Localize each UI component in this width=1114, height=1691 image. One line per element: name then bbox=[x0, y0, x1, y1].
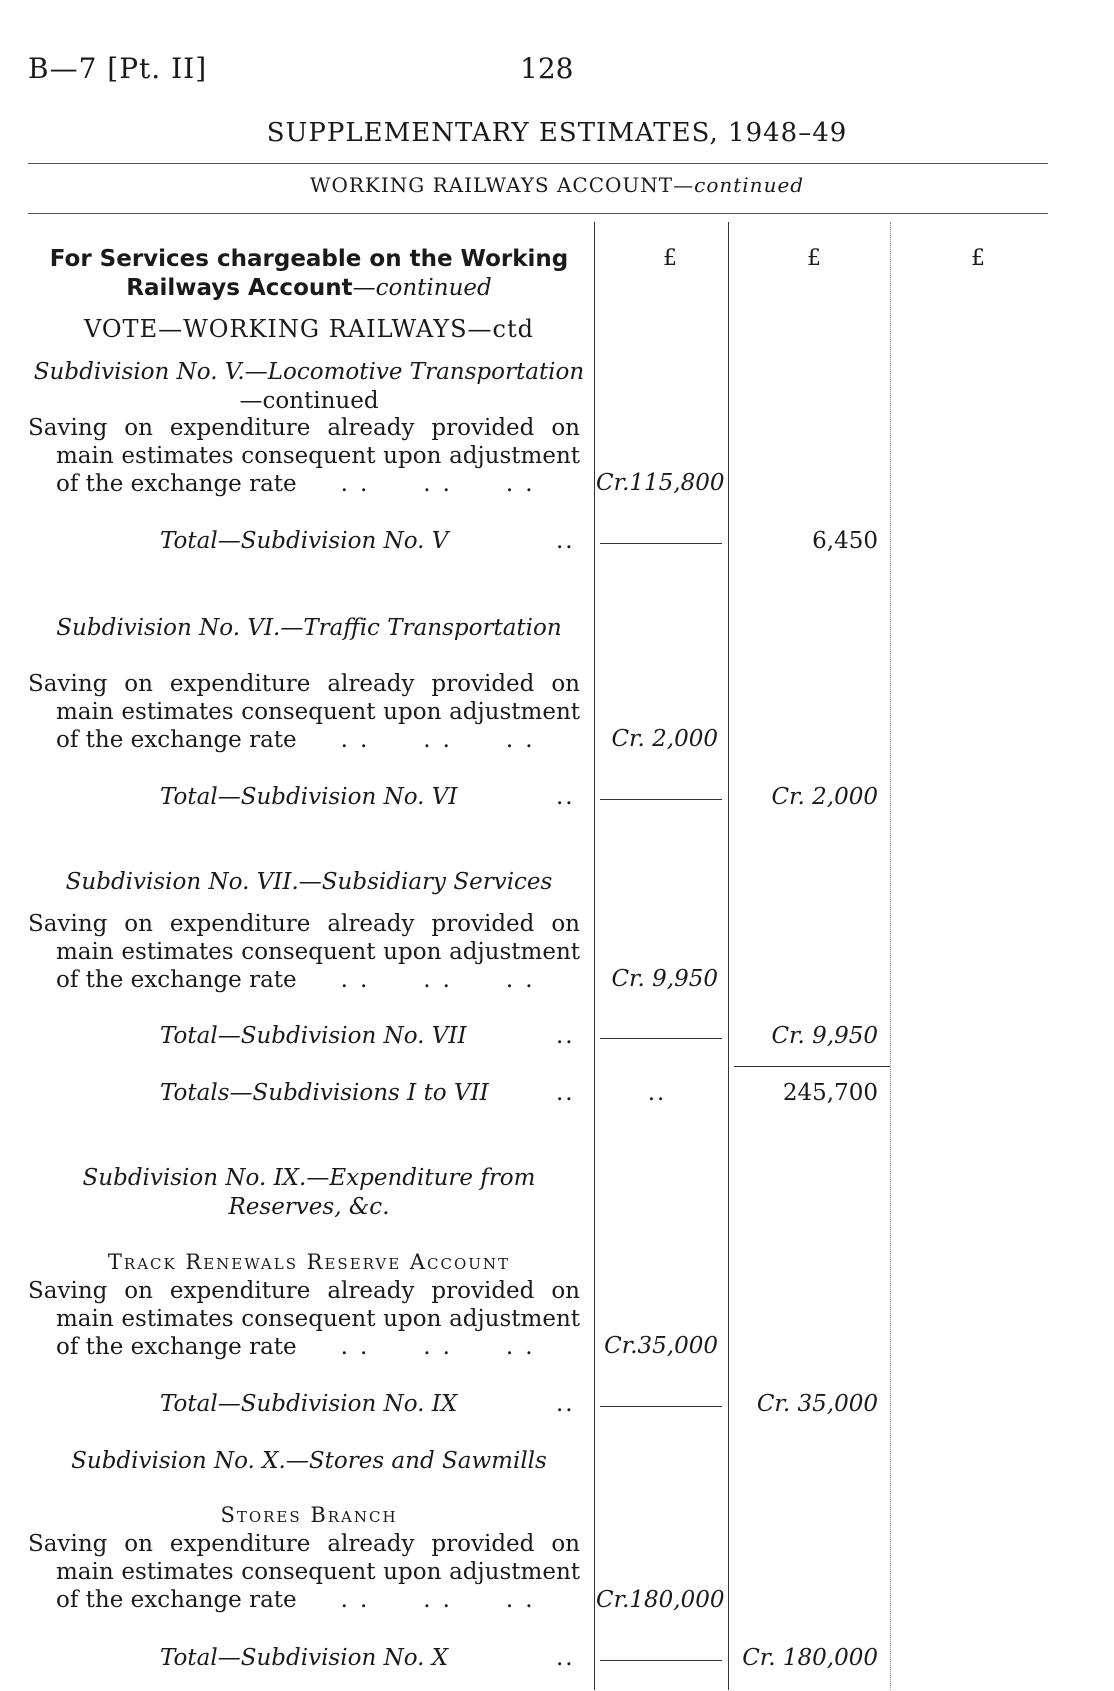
currency-header-1: £ bbox=[663, 246, 677, 271]
subdivision-v-saving-text: Saving on expenditure already provided on main estimates consequent upon adjustment of the exchange rate .. .. .. bbox=[28, 415, 580, 497]
subdivision-x-saving-text: Saving on expenditure already provided on main estimates consequent upon adjustment of the exchange rate .. .. .. bbox=[28, 1531, 580, 1613]
services-heading-line2: Railways Account bbox=[126, 275, 353, 301]
subdivision-ix-amount: Cr.35,000 bbox=[604, 1333, 718, 1359]
totals-row: Totals—Subdivisions I to VII .. bbox=[160, 1080, 575, 1106]
currency-header-2: £ bbox=[807, 246, 821, 271]
currency-header-3: £ bbox=[971, 246, 985, 271]
document-code: B—7 [Pt. II] bbox=[28, 52, 208, 85]
subdivision-v-total: 6,450 bbox=[812, 528, 878, 554]
subdivision-ix-account: Track Renewals Reserve Account bbox=[107, 1250, 511, 1274]
subdivision-vii-amount: Cr. 9,950 bbox=[611, 966, 718, 992]
subdivision-vii-total-label: Total—Subdivision No. VII bbox=[160, 1023, 467, 1049]
subdivision-vi-total-row: Total—Subdivision No. VI .. bbox=[160, 784, 575, 810]
services-heading bbox=[28, 245, 590, 303]
subdivision-ix-heading-line1: Subdivision No. IX.—Expenditure from bbox=[82, 1165, 536, 1191]
page-title: SUPPLEMENTARY ESTIMATES, 1948–49 bbox=[266, 118, 848, 148]
totals-col1: .. bbox=[647, 1080, 667, 1106]
subdivision-v-total-dash bbox=[600, 543, 722, 544]
subdivision-x-heading: Subdivision No. X.—Stores and Sawmills bbox=[71, 1448, 547, 1474]
subdivision-vii-total-row: Total—Subdivision No. VII .. bbox=[160, 1023, 575, 1049]
subdivision-ix-saving-text: Saving on expenditure already provided on main estimates consequent upon adjustment of the exchange rate .. .. .. bbox=[28, 1278, 580, 1360]
subdivision-ix-total-row: Total—Subdivision No. IX .. bbox=[160, 1391, 575, 1417]
subdivision-x-amount: Cr.180,000 bbox=[596, 1587, 725, 1613]
subdivision-vi-heading: Subdivision No. VI.—Traffic Transportation bbox=[56, 615, 562, 641]
totals-rule bbox=[734, 1066, 890, 1067]
column-divider-3 bbox=[890, 222, 891, 1690]
column-divider-2 bbox=[728, 222, 729, 1690]
section-subtitle bbox=[0, 173, 1114, 197]
subdivision-v-heading bbox=[28, 358, 590, 416]
subtitle-suffix: —continued bbox=[673, 173, 805, 197]
subdivision-v-heading-line1: Subdivision No. V.—Locomotive Transportation bbox=[33, 359, 585, 385]
totals-col2: 245,700 bbox=[782, 1080, 878, 1106]
subdivision-vii-saving-text: Saving on expenditure already provided on main estimates consequent upon adjustment of the exchange rate .. .. .. bbox=[28, 911, 580, 993]
subdivision-vi-amount: Cr. 2,000 bbox=[611, 726, 718, 752]
subdivision-vi-total-dash bbox=[600, 799, 722, 800]
subdivision-vii-heading: Subdivision No. VII.—Subsidiary Services bbox=[65, 869, 553, 895]
page-number: 128 bbox=[520, 52, 574, 85]
subdivision-v-total-row: Total—Subdivision No. V .. bbox=[160, 528, 575, 554]
column-divider-1 bbox=[594, 222, 595, 1690]
totals-label: Totals—Subdivisions I to VII bbox=[160, 1080, 489, 1106]
subdivision-ix-total-label: Total—Subdivision No. IX bbox=[160, 1391, 458, 1417]
services-heading-line1: For Services chargeable on the Working bbox=[49, 246, 569, 272]
subdivision-vi-total-label: Total—Subdivision No. VI bbox=[160, 784, 458, 810]
subdivision-x-total-label: Total—Subdivision No. X bbox=[160, 1645, 449, 1671]
vote-heading: VOTE—WORKING RAILWAYS—ctd bbox=[83, 315, 535, 343]
subdivision-ix-heading-line2: Reserves, &c. bbox=[228, 1194, 390, 1220]
subdivision-v-total-label: Total—Subdivision No. V bbox=[160, 528, 449, 554]
subdivision-vii-total: Cr. 9,950 bbox=[771, 1023, 878, 1049]
subdivision-vi-saving-text: Saving on expenditure already provided on main estimates consequent upon adjustment of the exchange rate .. .. .. bbox=[28, 671, 580, 753]
services-heading-suffix: —continued bbox=[352, 275, 492, 301]
title-rule bbox=[28, 163, 1048, 164]
subdivision-v-heading-line2: —continued bbox=[239, 388, 379, 414]
subdivision-vii-total-dash bbox=[600, 1038, 722, 1039]
subdivision-vi-total: Cr. 2,000 bbox=[771, 784, 878, 810]
subdivision-ix-total-dash bbox=[600, 1406, 722, 1407]
subdivision-v-amount: Cr.115,800 bbox=[596, 470, 725, 496]
subdivision-x-branch: Stores Branch bbox=[220, 1503, 398, 1527]
subdivision-x-total: Cr. 180,000 bbox=[742, 1645, 878, 1671]
subdivision-ix-total: Cr. 35,000 bbox=[756, 1391, 878, 1417]
subdivision-ix-heading bbox=[28, 1164, 590, 1222]
subdivision-x-total-dash bbox=[600, 1660, 722, 1661]
subtitle-main: WORKING RAILWAYS ACCOUNT bbox=[309, 173, 674, 197]
subtitle-rule bbox=[28, 213, 1048, 214]
subdivision-x-total-row: Total—Subdivision No. X .. bbox=[160, 1645, 575, 1671]
